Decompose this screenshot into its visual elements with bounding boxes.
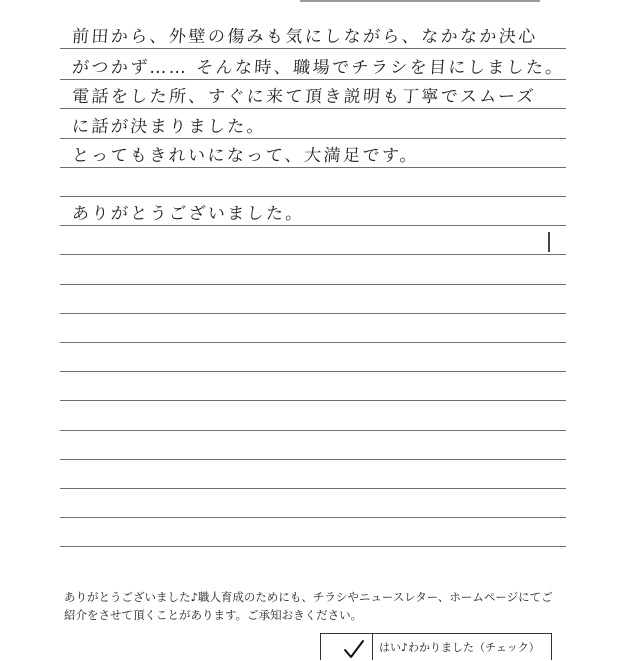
letter-line: 前田から、外壁の傷みも気にしながら、なかなか決心 [71,27,539,47]
checkmark-icon [343,639,365,659]
ruled-line [60,488,566,489]
consent-checkbox-row [320,633,552,660]
ruled-line [60,342,566,343]
ruled-line [60,138,566,139]
ruled-line [60,254,566,255]
ruled-line [60,459,566,460]
consent-checkbox[interactable] [321,634,373,660]
top-edge-border [300,0,540,2]
ruled-line [60,430,566,431]
ruled-line [60,313,566,314]
ruled-line [60,79,566,80]
letter-line: ありがとうございました。 [71,204,306,224]
letter-line: がつかず…… そんな時、職場でチラシを目にしました。 [71,58,566,78]
ruled-line [60,108,566,109]
ruled-line [60,225,566,226]
ruled-line [60,48,566,49]
ruled-line [60,400,566,401]
ruled-line [60,517,566,518]
letter-line: に話が決まりました。 [71,117,267,137]
ruled-line [60,167,566,168]
ruled-line [60,196,566,197]
publication-notice: ありがとうございました♪職人育成のためにも、チラシやニュースレター、ホームページにてご紹介をさせて頂くことがあります。ご承知おきください。 [64,590,553,622]
letter-line: 電話をした所、すぐに来て頂き説明も丁寧でスムーズ [71,87,537,107]
consent-label: はい♪わかりました（チェック） [379,641,540,654]
ruled-line [60,546,566,547]
ruled-line [60,371,566,372]
pen-stroke-mark [548,232,550,252]
letter-line: とってもきれいになって、大満足です。 [71,146,420,166]
ruled-line [60,284,566,285]
